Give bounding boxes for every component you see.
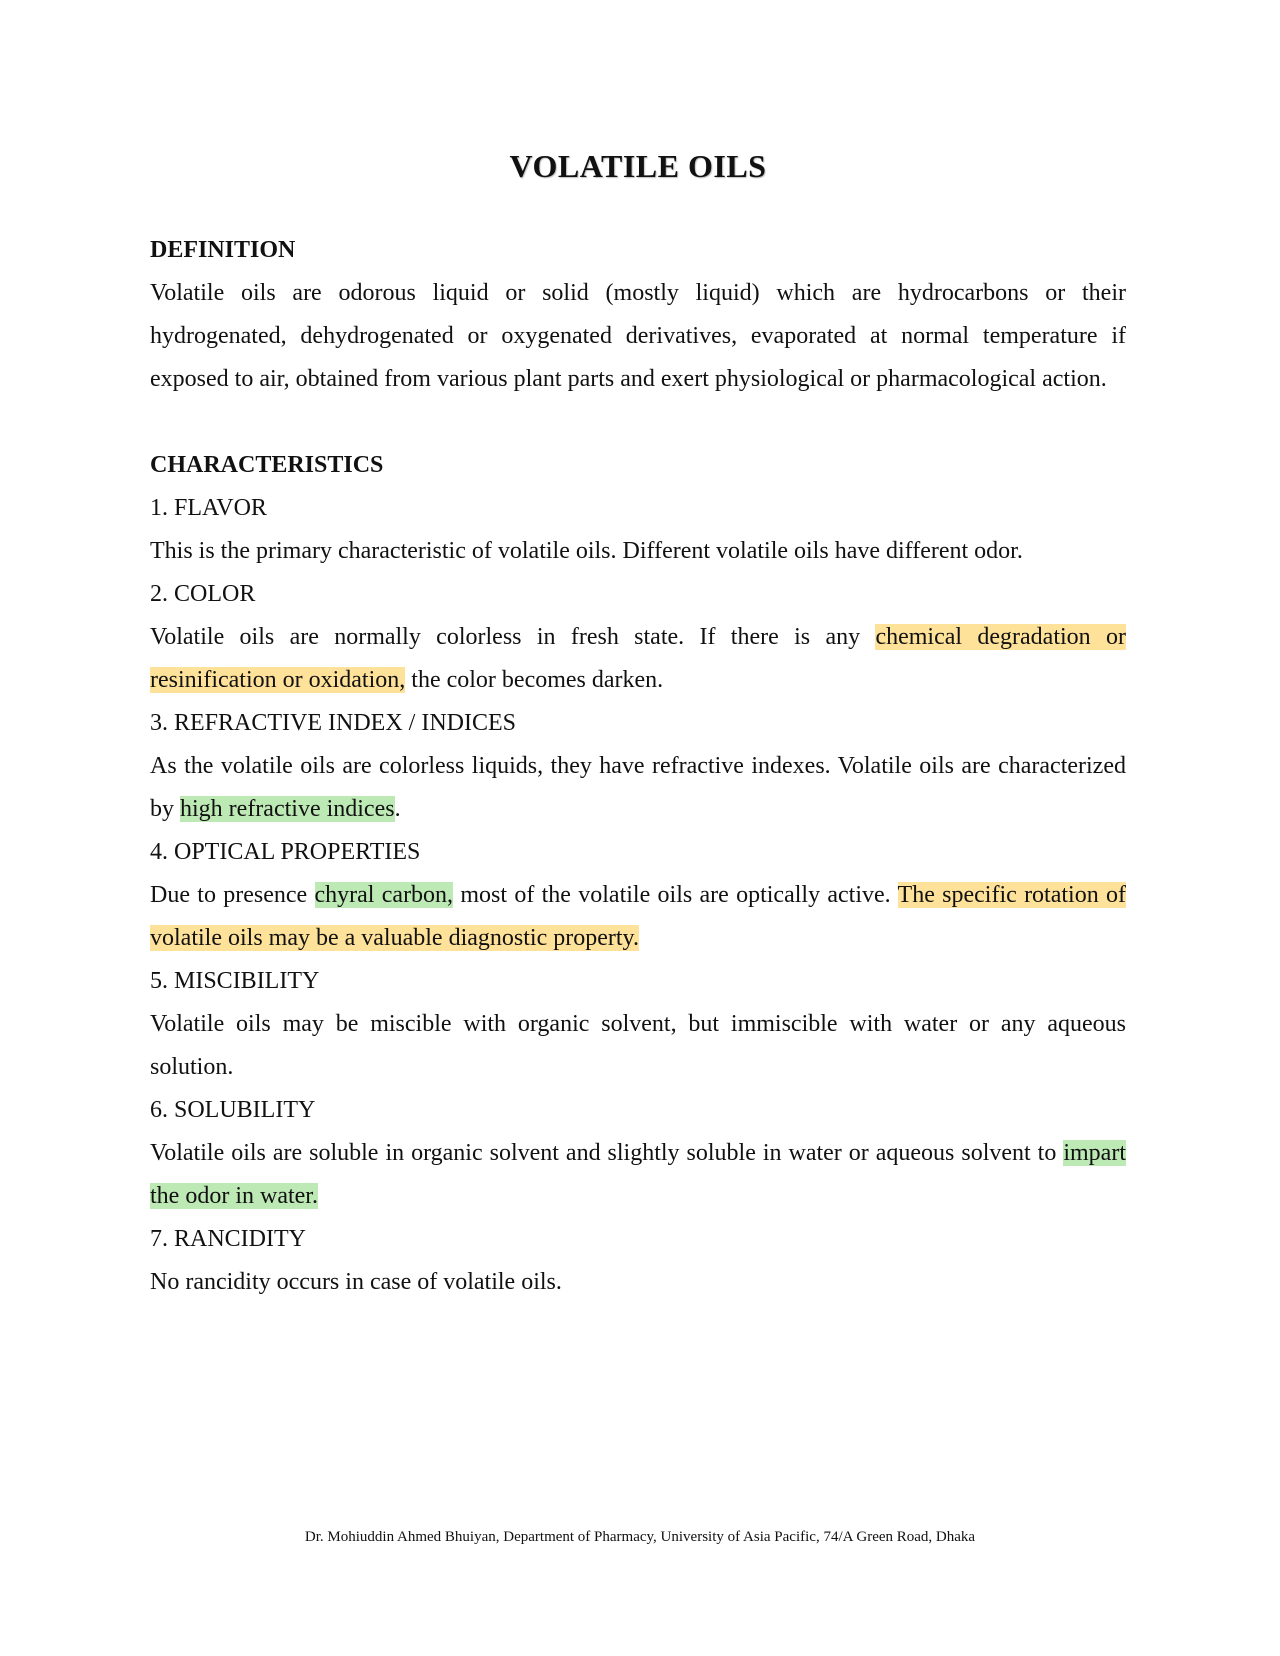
optical-label: 4. OPTICAL PROPERTIES	[150, 839, 421, 865]
miscibility-text: Volatile oils may be miscible with organic solvent, but immiscible with water or any aqueous solution.	[150, 1011, 1126, 1080]
document-page	[150, 148, 1126, 1304]
refractive-highlight: high refractive indices	[180, 796, 395, 822]
refractive-text-before: As the volatile oils are colorless liquids, they have refractive indexes. Volatile oils are characterized by	[150, 753, 1126, 822]
color-highlight: chemical degradation or resinification or oxidation,	[150, 624, 1127, 693]
refractive-text	[150, 745, 1126, 831]
rancidity-label: 7. RANCIDITY	[150, 1226, 306, 1252]
flavor-label: 1. FLAVOR	[150, 495, 267, 521]
optical-text	[150, 874, 1126, 960]
flavor-text: This is the primary characteristic of volatile oils. Different volatile oils have different odor.	[150, 538, 1023, 564]
definition-heading: DEFINITION	[150, 237, 296, 263]
refractive-text-after: .	[394, 796, 401, 822]
refractive-label: 3. REFRACTIVE INDEX / INDICES	[150, 710, 516, 736]
page-title: VOLATILE OILS	[509, 148, 767, 184]
solubility-label: 6. SOLUBILITY	[150, 1097, 316, 1123]
color-text-before: Volatile oils are normally colorless in fresh state. If there is any	[150, 624, 876, 650]
solubility-text-before: Volatile oils are soluble in organic solvent and slightly soluble in water or aqueous solvent to	[150, 1140, 1064, 1166]
miscibility-label: 5. MISCIBILITY	[150, 968, 320, 994]
optical-text-middle: most of the volatile oils are optically active.	[453, 882, 898, 908]
solubility-highlight: impart the odor in water.	[150, 1140, 1126, 1209]
color-text	[150, 616, 1126, 702]
rancidity-text: No rancidity occurs in case of volatile oils.	[150, 1269, 562, 1295]
optical-highlight-2: The specific rotation of volatile oils may be a valuable diagnostic property.	[150, 882, 1127, 951]
color-text-after: the color becomes darken.	[405, 667, 664, 693]
solubility-text	[150, 1132, 1126, 1218]
definition-text: Volatile oils are odorous liquid or solid (mostly liquid) which are hydrocarbons or their hydrogenated, dehydrogenated or oxygenated derivatives, evaporated at normal temperature if exposed to air, obtained from various plant parts and exert physiological or pharmacological action.	[150, 280, 1126, 392]
optical-highlight: chyral carbon,	[314, 882, 454, 908]
characteristics-heading: CHARACTERISTICS	[150, 452, 384, 478]
page-footer: Dr. Mohiuddin Ahmed Bhuiyan, Department of Pharmacy, University of Asia Pacific, 74/A Green Road, Dhaka	[304, 1529, 976, 1545]
color-label: 2. COLOR	[150, 581, 256, 607]
optical-text-before: Due to presence	[150, 882, 315, 908]
spacer	[150, 401, 1126, 444]
